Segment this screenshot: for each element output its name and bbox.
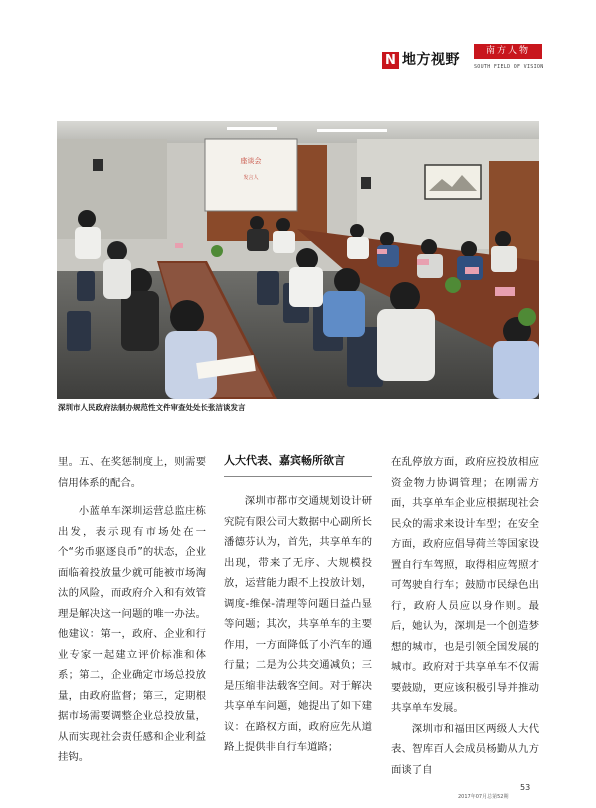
page-number: 53 (520, 783, 531, 792)
text-column-1 (58, 452, 206, 768)
section-heading: 人大代表、嘉宾畅所欲言 (224, 454, 345, 467)
paragraph: 里。五、在奖惩制度上，则需要信用体系的配合。 (58, 456, 206, 489)
section-subtitle: SOUTH FIELD OF VISION (474, 64, 544, 70)
heading-rule (224, 476, 372, 477)
logo-badge: N (382, 52, 399, 69)
screen-title: 座谈会 (240, 157, 262, 165)
paragraph: 小蓝单车深圳运营总监庄栋出发，表示现有市场处在一个“劣币驱逐良币”的状态，企业面临着投放量少就可能被市场淘汰的风险，而政府介入和有效管理是解决这一问题的唯一办法。他建议：第一，政府、企业和行业专家一起建立评价标准和体系；第二，企业确定市场总投放量，由政府监督；第三，定期根据市场需要调整企业总投放量，从而实现社会责任感和企业利益挂钩。 (58, 505, 206, 763)
paragraph: 深圳市和福田区两级人大代表、智库百人会成员杨勤从九方面谈了自 (391, 722, 539, 776)
paragraph: 在乱停放方面，政府应投放相应资金物力协调管理；在刚需方面，共享单车企业应根据现社会民众的需求来设计车型；在安全方面，政府应倡导荷兰等国家设置自行车驾照，取得相应驾照才可驾驶自行车；鼓励市民绿色出行，政府人员应以身作则。最后，她认为，深圳是一个创造梦想的城市，也是引领全国发展的城市。政府对于共享单车不仅需要鼓励，更应该积极引导并推动共享单车发展。 (391, 456, 539, 714)
brand-badge: 南方人物 (474, 44, 542, 59)
screen-subtitle: 发言人 (243, 175, 259, 181)
issue-label: 2017年07月总第52期 (458, 794, 509, 800)
section-title: 地方视野 (402, 52, 460, 68)
paragraph: 深圳市都市交通规划设计研究院有限公司大数据中心副所长潘德芬认为，首先，共享单车的出现，带来了无序、大规模投放，运营能力跟不上投放计划，调度-维保-清理等问题日益凸显等问题；其次，共享单车的主要作用，一方面降低了小汽车的通行量；二是为公共交通减负；三是压缩非法载客空间。对于解决共享单车问题，她提出了如下建议：在路权方面，政府应先从道路上提供非自行车道路； (224, 495, 372, 753)
meeting-photo (57, 121, 539, 399)
magazine-header (382, 42, 542, 76)
text-column-3 (391, 452, 539, 780)
photo-caption: 深圳市人民政府法制办规范性文件审查处处长张洁谈发言 (58, 403, 246, 412)
text-column-2 (224, 452, 372, 758)
